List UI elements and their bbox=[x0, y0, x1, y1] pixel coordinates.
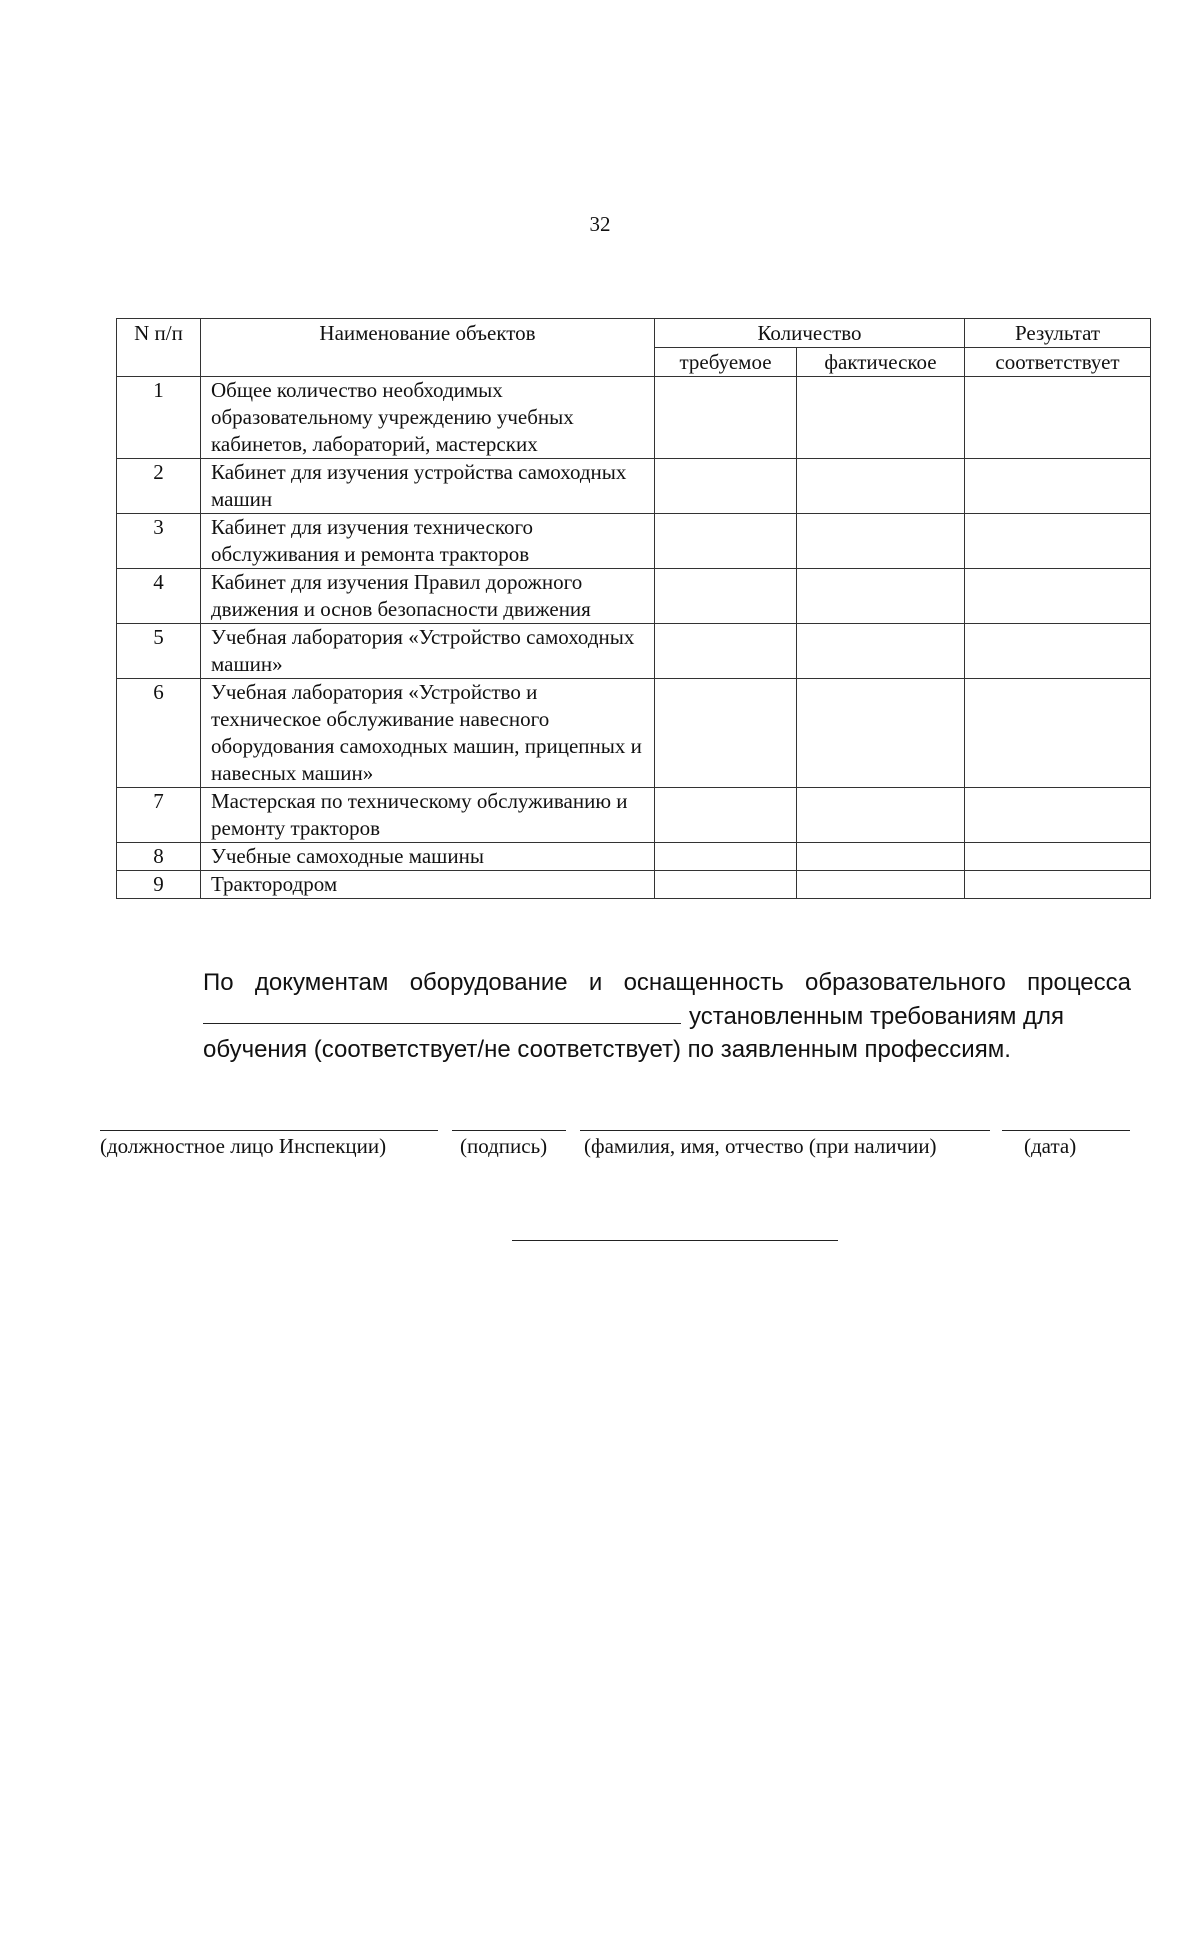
page-number: 32 bbox=[589, 212, 611, 236]
date-caption: (дата) bbox=[1024, 1134, 1077, 1158]
table-row bbox=[117, 624, 1151, 679]
cell-result bbox=[965, 624, 1151, 679]
cell-result bbox=[965, 871, 1151, 899]
row-name: Учебная лаборатория «Устройство самоходных машин» bbox=[201, 624, 655, 679]
cell-actual bbox=[797, 459, 965, 514]
table-header bbox=[117, 319, 1151, 377]
cell-result bbox=[965, 679, 1151, 788]
table-row bbox=[117, 569, 1151, 624]
table-row bbox=[117, 377, 1151, 459]
row-number: 9 bbox=[117, 871, 201, 899]
cell-required bbox=[655, 514, 797, 569]
cell-required bbox=[655, 459, 797, 514]
header-complies: соответствует bbox=[965, 348, 1151, 377]
table-body bbox=[117, 377, 1151, 899]
row-number: 2 bbox=[117, 459, 201, 514]
cell-actual bbox=[797, 377, 965, 459]
header-result: Результат bbox=[965, 319, 1151, 348]
signature-caption: (подпись) bbox=[460, 1134, 548, 1158]
table-row bbox=[117, 514, 1151, 569]
row-number: 5 bbox=[117, 624, 201, 679]
table-row bbox=[117, 459, 1151, 514]
cell-actual bbox=[797, 871, 965, 899]
row-number: 8 bbox=[117, 843, 201, 871]
full-name-caption: (фамилия, имя, отчество (при наличии) bbox=[584, 1134, 937, 1158]
signature-line[interactable] bbox=[452, 1130, 566, 1131]
cell-required bbox=[655, 871, 797, 899]
cell-actual bbox=[797, 514, 965, 569]
cell-actual bbox=[797, 788, 965, 843]
row-name: Трактородром bbox=[201, 871, 655, 899]
table-row bbox=[117, 843, 1151, 871]
full-name-line[interactable] bbox=[580, 1130, 990, 1131]
cell-result bbox=[965, 514, 1151, 569]
official-caption: (должностное лицо Инспекции) bbox=[100, 1134, 387, 1158]
row-number: 7 bbox=[117, 788, 201, 843]
row-number: 4 bbox=[117, 569, 201, 624]
table-row bbox=[117, 679, 1151, 788]
header-num: N п/п bbox=[117, 319, 201, 377]
cell-actual bbox=[797, 679, 965, 788]
cell-result bbox=[965, 377, 1151, 459]
conclusion-line-3: обучения (соответствует/не соответствует) по заявленным профессиям. bbox=[203, 1036, 1011, 1063]
header-name: Наименование объектов bbox=[201, 319, 655, 377]
cell-required bbox=[655, 377, 797, 459]
end-divider bbox=[512, 1240, 838, 1241]
row-number: 1 bbox=[117, 377, 201, 459]
row-name: Кабинет для изучения технического обслуживания и ремонта тракторов bbox=[201, 514, 655, 569]
cell-actual bbox=[797, 843, 965, 871]
cell-required bbox=[655, 679, 797, 788]
header-quantity: Количество bbox=[655, 319, 965, 348]
cell-result bbox=[965, 569, 1151, 624]
header-required: требуемое bbox=[655, 348, 797, 377]
cell-result bbox=[965, 459, 1151, 514]
header-actual: фактическое bbox=[797, 348, 965, 377]
cell-required bbox=[655, 843, 797, 871]
objects-table bbox=[116, 318, 1151, 899]
conclusion-line-1: По документам оборудование и оснащенность образовательного процесса bbox=[203, 969, 1131, 996]
cell-result bbox=[965, 843, 1151, 871]
row-name: Кабинет для изучения устройства самоходных машин bbox=[201, 459, 655, 514]
compliance-blank-field[interactable] bbox=[203, 999, 681, 1024]
row-name: Общее количество необходимых образовательному учреждению учебных кабинетов, лабораторий, мастерских bbox=[201, 377, 655, 459]
cell-required bbox=[655, 569, 797, 624]
official-signature-line[interactable] bbox=[100, 1130, 438, 1131]
conclusion-line-2 bbox=[203, 999, 1131, 1033]
row-name: Мастерская по техническому обслуживанию и ремонту тракторов bbox=[201, 788, 655, 843]
row-name: Кабинет для изучения Правил дорожного движения и основ безопасности движения bbox=[201, 569, 655, 624]
row-name: Учебная лаборатория «Устройство и техническое обслуживание навесного оборудования самоходных машин, прицепных и навесных машин» bbox=[201, 679, 655, 788]
cell-required bbox=[655, 624, 797, 679]
row-number: 3 bbox=[117, 514, 201, 569]
table-row bbox=[117, 871, 1151, 899]
cell-actual bbox=[797, 624, 965, 679]
cell-actual bbox=[797, 569, 965, 624]
cell-required bbox=[655, 788, 797, 843]
row-number: 6 bbox=[117, 679, 201, 788]
date-line[interactable] bbox=[1002, 1130, 1130, 1131]
conclusion-paragraph bbox=[203, 966, 1131, 1066]
cell-result bbox=[965, 788, 1151, 843]
conclusion-line-2-text: установленным требованиям для bbox=[689, 1003, 1065, 1030]
row-name: Учебные самоходные машины bbox=[201, 843, 655, 871]
table-row bbox=[117, 788, 1151, 843]
